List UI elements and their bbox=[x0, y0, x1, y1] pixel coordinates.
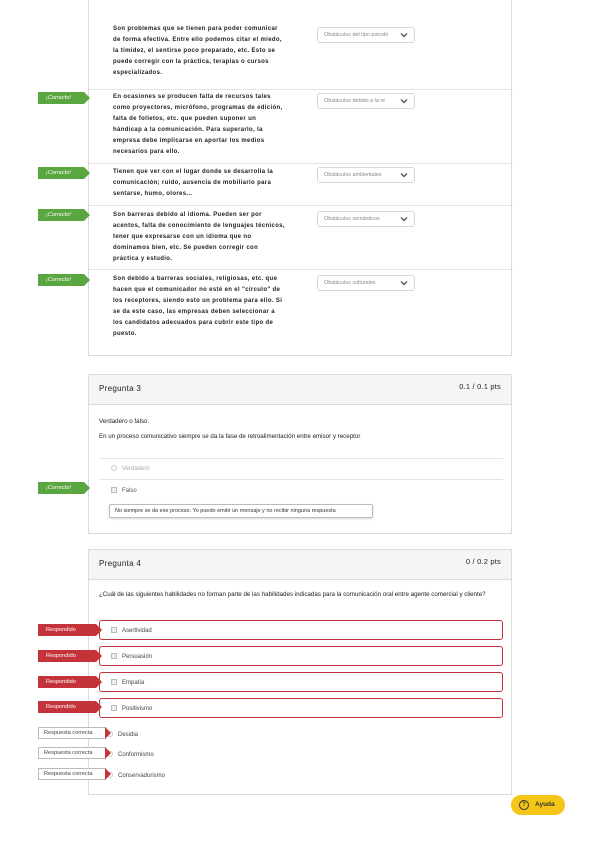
correct-answer-flag: Respuesta correcta bbox=[38, 768, 106, 780]
question-score: 0.1 / 0.1 pts bbox=[459, 382, 501, 391]
match-description: Son barreras debido al idioma. Pueden ser por acentos, falta de conocimiento de lenguajes técnicos, tener que expresarse con un idioma que no dominamos bien, etc. Se pueden corregir con práctica y estudio. bbox=[113, 212, 285, 262]
match-row bbox=[89, 206, 513, 270]
match-dropdown[interactable] bbox=[317, 27, 415, 43]
question-prompt: Verdadero o falso. bbox=[99, 418, 150, 425]
option-label: Positivismo bbox=[111, 705, 152, 712]
match-dropdown[interactable] bbox=[317, 211, 415, 227]
correct-flag: ¡Correcto! bbox=[38, 274, 84, 286]
correct-flag: ¡Correcto! bbox=[38, 167, 84, 179]
help-circle-icon: ? bbox=[519, 800, 529, 810]
question-3-card bbox=[88, 374, 512, 534]
answer-option[interactable] bbox=[107, 751, 154, 758]
question-header bbox=[89, 550, 511, 580]
chevron-down-icon bbox=[399, 214, 409, 224]
answered-flag: Respondido bbox=[38, 624, 96, 636]
chevron-down-icon bbox=[399, 278, 409, 288]
answered-flag: Respondido bbox=[38, 650, 96, 662]
answered-option[interactable] bbox=[99, 646, 503, 666]
match-row bbox=[89, 270, 513, 356]
help-button[interactable] bbox=[511, 795, 565, 815]
answered-flag: Respondido bbox=[38, 676, 96, 688]
question-score: 0 / 0.2 pts bbox=[465, 557, 501, 566]
answer-option[interactable] bbox=[111, 487, 137, 494]
checkbox-icon bbox=[111, 705, 117, 711]
correct-flag: ¡Correcto! bbox=[38, 92, 84, 104]
checkbox-icon bbox=[111, 653, 117, 659]
question-2-card bbox=[88, 0, 512, 356]
answered-option[interactable] bbox=[99, 698, 503, 718]
answer-option[interactable] bbox=[107, 772, 165, 779]
option-label: Asertividad bbox=[111, 627, 152, 634]
option-label: Conservadurismo bbox=[118, 773, 166, 779]
answered-option[interactable] bbox=[99, 672, 503, 692]
dropdown-value: Obstáculos culturales bbox=[324, 280, 376, 286]
help-label: Ayuda bbox=[535, 801, 555, 808]
question-prompt: ¿Cuál de las siguientes habilidades no forman parte de las habilidades indicadas para la comunicación oral entre agente comercial y cliente? bbox=[99, 591, 486, 598]
correct-flag: ¡Correcto! bbox=[38, 209, 84, 221]
match-dropdown[interactable] bbox=[317, 93, 415, 109]
correct-answer-flag: Respuesta correcta bbox=[38, 727, 106, 739]
question-title: Pregunta 3 bbox=[99, 384, 142, 393]
dropdown-value: Obstáculos semánticos bbox=[324, 216, 380, 222]
match-row bbox=[89, 90, 513, 164]
checkbox-icon bbox=[111, 679, 117, 685]
question-4-card bbox=[88, 549, 512, 795]
answer-option[interactable] bbox=[111, 465, 150, 472]
answer-option[interactable] bbox=[107, 731, 138, 738]
match-dropdown[interactable] bbox=[317, 167, 415, 183]
answered-flag: Respondido bbox=[38, 701, 96, 713]
match-description: Son problemas que se tienen para poder comunicar de forma efectiva. Entre ello podemos citar el miedo, la timidez, el sentirse poco preparado, etc. Esto se puede corregir con la práctica, terapias o cursos especializados. bbox=[113, 26, 282, 76]
chevron-down-icon bbox=[399, 30, 409, 40]
correct-answer-flag: Respuesta correcta bbox=[38, 747, 106, 759]
question-statement: En un proceso comunicativo siempre se da la fase de retroalimentación entre emisor y receptor bbox=[99, 433, 361, 440]
option-label: Conformismo bbox=[118, 752, 154, 758]
match-row bbox=[89, 164, 513, 206]
match-row bbox=[89, 0, 513, 90]
match-description: En ocasiones se producen falta de recursos tales como proyectores, micrófono, programas de edición, falta de folletos, etc. que pueden suponer un hándicap a la comunicación. Para superarlo, la empresa debe implicarse en aportar los medios necesarios para ello. bbox=[113, 94, 283, 155]
option-label: Verdadero bbox=[122, 466, 150, 472]
question-header bbox=[89, 375, 511, 405]
option-label: Falso bbox=[122, 488, 137, 494]
correct-flag: ¡Correcto! bbox=[38, 482, 84, 494]
dropdown-value: Obstáculos ambientales bbox=[324, 172, 382, 178]
chevron-down-icon bbox=[399, 96, 409, 106]
divider bbox=[99, 479, 503, 480]
match-description: Son debido a barreras sociales, religiosas, etc. que hacen que el comunicador no esté en el "círculo" de los receptores, siendo esto un problema para ello. Si se da este caso, las empresas deben seleccionar a los candidatos adecuados para cubrir este tipo de puesto. bbox=[113, 276, 283, 337]
divider bbox=[99, 458, 503, 459]
match-description: Tienen que ver con el lugar donde se desarrolla la comunicación; ruido, ausencia de mobiliario para sentarse, humo, olores... bbox=[113, 169, 274, 197]
dropdown-value: Obstáculos del tipo psicoló bbox=[324, 32, 389, 38]
option-label: Desidia bbox=[118, 732, 139, 738]
checkbox-icon bbox=[111, 627, 117, 633]
answer-comment: No siempre se da ese proceso. Yo puedo emitir un mensaje y no recibir ninguna respuesta bbox=[109, 504, 373, 518]
question-title: Pregunta 4 bbox=[99, 559, 142, 568]
dropdown-value: Obstáculos debido a la re bbox=[324, 98, 386, 104]
chevron-down-icon bbox=[399, 170, 409, 180]
match-dropdown[interactable] bbox=[317, 275, 415, 291]
checkbox-icon bbox=[111, 487, 117, 493]
answered-option[interactable] bbox=[99, 620, 503, 640]
radio-icon bbox=[111, 465, 117, 471]
option-label: Persuasión bbox=[111, 653, 152, 660]
option-label: Empatía bbox=[111, 679, 144, 686]
